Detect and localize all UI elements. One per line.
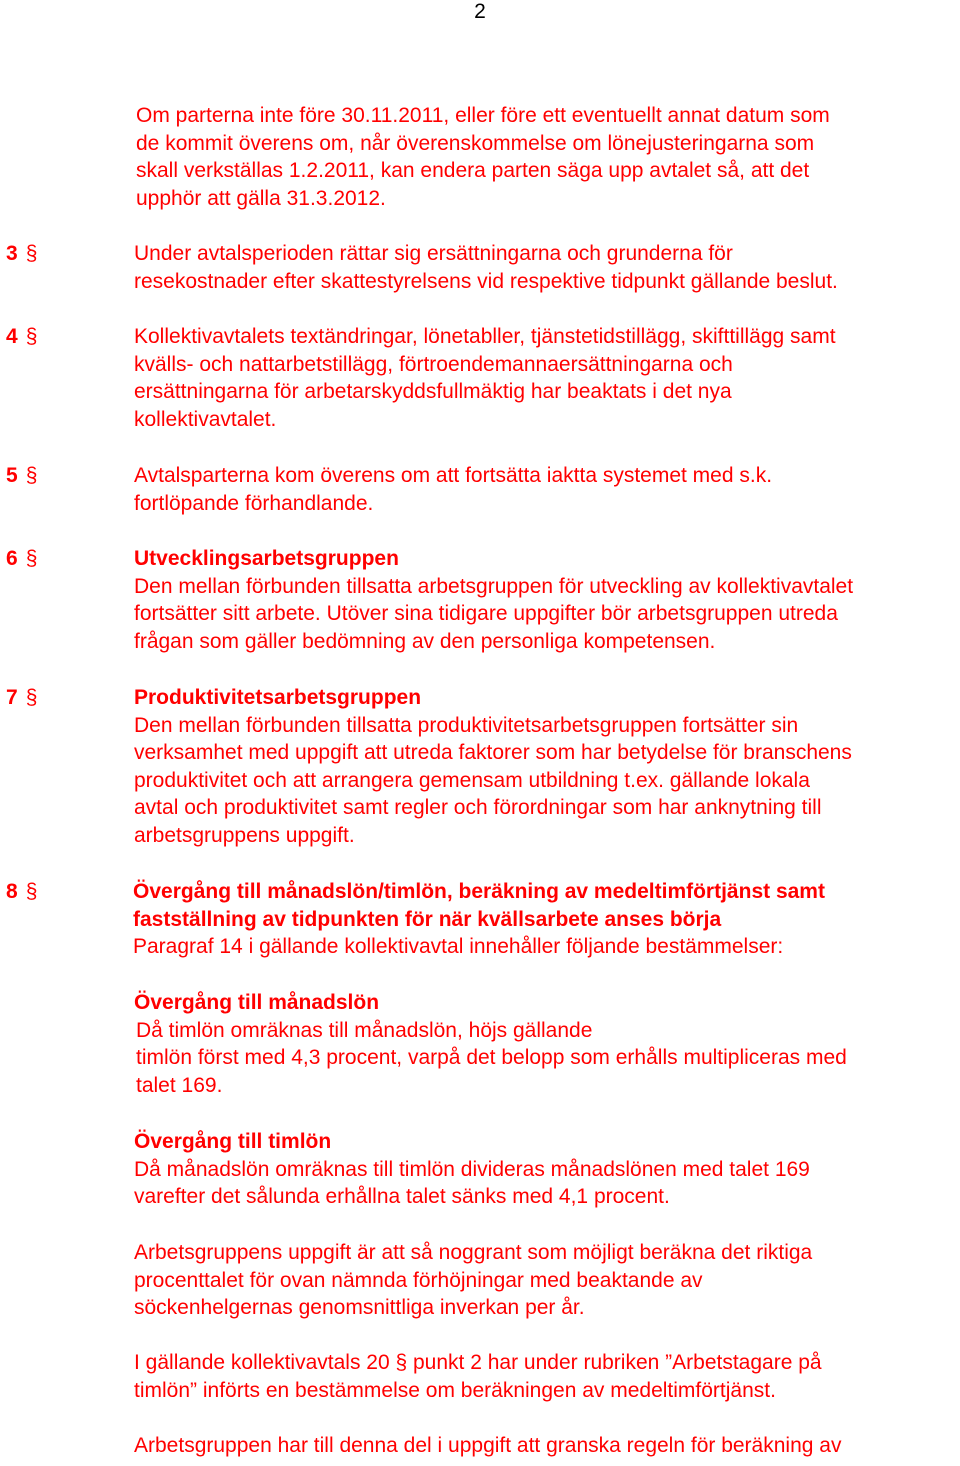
text-line: talet 169.: [136, 1073, 223, 1097]
text-line: Arbetsgruppen har till denna del i uppgift att granska regeln för beräkning av: [134, 1434, 842, 1457]
text-line: Avtalsparterna kom överens om att fortsätta iaktta systemet med s.k.: [134, 464, 773, 487]
text-line: söckenhelgernas genomsnittliga inverkan per år.: [134, 1296, 585, 1320]
section-number: 6 §: [6, 547, 38, 570]
subsection-heading: Övergång till månadslön: [134, 991, 380, 1014]
section-heading: Övergång till månadslön/timlön, beräkning av medeltimförtjänst samt: [133, 880, 825, 903]
section-number: 4 §: [6, 325, 38, 348]
text-line: verksamhet med uppgift att utreda faktorer som har betydelse för branschens: [134, 741, 852, 765]
section-heading: Produktivitetsarbetsgruppen: [134, 686, 422, 709]
text-line: frågan som gäller bedömning av den personliga kompetensen.: [134, 629, 716, 653]
text-line: skall verkställas 1.2.2011, kan endera parten säga upp avtalet så, att det: [136, 159, 810, 183]
text-line: timlön först med 4,3 procent, varpå det belopp som erhålls multipliceras med: [136, 1046, 847, 1070]
text-line: Kollektivavtalets textändringar, lönetabller, tjänstetidstillägg, skifttillägg samt: [134, 325, 836, 348]
text-line: kvälls- och nattarbetstillägg, förtroendemannaersättningarna och: [134, 352, 733, 376]
paragraph-sign: §: [25, 880, 38, 903]
paragraph-sign: §: [25, 242, 38, 265]
text-line: timlön” införts en bestämmelse om beräkningen av medeltimförtjänst.: [134, 1378, 776, 1402]
text-line: Då månadslön omräknas till timlön divideras månadslönen med talet 169: [134, 1157, 810, 1181]
text-line: procenttalet för ovan nämnda förhöjningar med beaktande av: [134, 1268, 703, 1292]
section-heading: fastställning av tidpunkten för när kvällsarbete anses börja: [133, 907, 722, 931]
paragraph-sign: §: [25, 325, 38, 348]
text-line: Om parterna inte före 30.11.2011, eller före ett eventuellt annat datum som: [136, 104, 830, 127]
text-line: Arbetsgruppens uppgift är att så noggrant som möjligt beräkna det riktiga: [134, 1241, 813, 1264]
text-line: kollektivavtalet.: [134, 407, 277, 431]
paragraph-sign: §: [25, 686, 38, 709]
section-number: 7 §: [6, 686, 38, 709]
text-line: produktivitet och att arrangera gemensam utbildning t.ex. gällande lokala: [134, 768, 810, 792]
text-line: upphör att gälla 31.3.2012.: [136, 186, 386, 210]
text-line: Den mellan förbunden tillsatta produktivitetsarbetsgruppen fortsätter sin: [134, 713, 799, 737]
section-number: 8 §: [6, 880, 38, 903]
paragraph-sign: §: [25, 464, 38, 487]
text-line: Under avtalsperioden rättar sig ersättningarna och grunderna för: [134, 242, 733, 265]
subsection-heading: Övergång till timlön: [134, 1130, 332, 1153]
page-number: 2: [474, 0, 486, 23]
text-line: fortlöpande förhandlande.: [134, 491, 374, 515]
text-line: Då timlön omräknas till månadslön, höjs gällande: [136, 1018, 593, 1042]
text-line: avtal och produktivitet samt regler och förordningar som har anknytning till: [134, 796, 822, 820]
paragraph-sign: §: [25, 547, 38, 570]
section-number: 5 §: [6, 464, 38, 487]
section-heading: Utvecklingsarbetsgruppen: [134, 547, 399, 570]
text-line: de kommit överens om, når överenskommelse om lönejusteringarna som: [136, 131, 815, 155]
text-line: Paragraf 14 i gällande kollektivavtal innehåller följande bestämmelser:: [133, 935, 784, 959]
text-line: fortsätter sitt arbete. Utöver sina tidigare uppgifter bör arbetsgruppen utreda: [134, 602, 838, 626]
text-line: arbetsgruppens uppgift.: [134, 823, 355, 847]
section-number: 3 §: [6, 242, 38, 265]
text-line: varefter det sålunda erhållna talet sänks med 4,1 procent.: [134, 1185, 670, 1209]
text-line: ersättningarna för arbetarskyddsfullmäktig har beaktats i det nya: [134, 380, 732, 404]
text-line: I gällande kollektivavtals 20 § punkt 2 har under rubriken ”Arbetstagare på: [134, 1351, 822, 1374]
text-line: Den mellan förbunden tillsatta arbetsgruppen för utveckling av kollektivavtalet: [134, 574, 854, 598]
text-line: resekostnader efter skattestyrelsens vid respektive tidpunkt gällande beslut.: [134, 269, 838, 293]
